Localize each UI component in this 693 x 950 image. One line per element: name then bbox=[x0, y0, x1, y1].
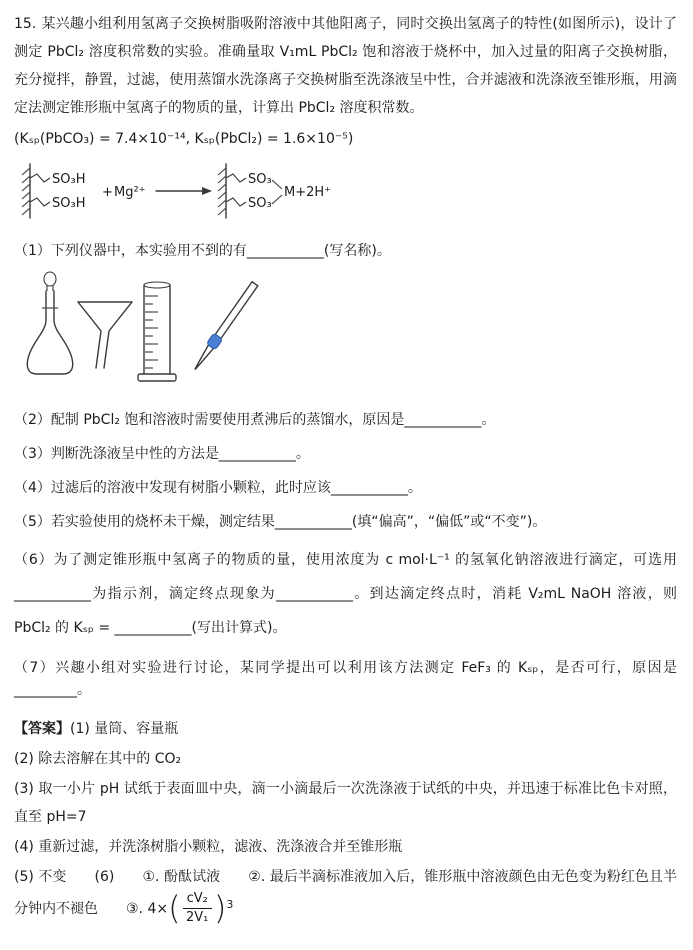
pipette-icon bbox=[191, 281, 260, 373]
plus-sign: + bbox=[102, 185, 113, 200]
answer-1: (1) 量筒、容量瓶 bbox=[70, 721, 179, 737]
formula-prefix: 4× bbox=[147, 900, 169, 917]
formula-denominator: 2V₁ bbox=[186, 910, 209, 926]
answer-2: (2) 除去溶解在其中的 CO₂ bbox=[14, 751, 182, 767]
funnel-icon bbox=[78, 302, 132, 368]
equipment-svg bbox=[14, 268, 294, 393]
subquestion-5: （5）若实验使用的烧杯未干燥，测定结果___________(填“偏高”，“偏低”或“不变”)。 bbox=[14, 514, 547, 530]
question-number: 15. bbox=[14, 16, 37, 32]
formula-numerator: cV₂ bbox=[183, 891, 212, 909]
ksp-note: (Kₛₚ(PbCO₃) = 7.4×10⁻¹⁴, Kₛₚ(PbCl₂) = 1.6×10⁻⁵) bbox=[14, 131, 354, 147]
answer-3: (3) 取一小片 pH 试纸于表面皿中央，滴一小滴最后一次洗涤液于试纸的中央，并迅速于标准比色卡对照，直至 pH=7 bbox=[14, 781, 677, 825]
product-label: M+2H⁺ bbox=[284, 185, 332, 200]
answer-section bbox=[14, 715, 677, 927]
question-intro-text: 某兴趣小组利用氢离子交换树脂吸附溶液中其他阳离子，同时交换出氢离子的特性(如图所示)，设计了测定 PbCl₂ 溶度积常数的实验。准确量取 V₁mL PbCl₂ 饱和溶液于烧杯中，加入过量的阳离子交换树脂，充分搅拌，静置，过滤，使用蒸馏水洗涤离子交换树脂至洗涤液呈中性，合并滤液和洗涤液至锥形瓶，用滴定法测定锥形瓶中氢离子的物质的量，计算出 PbCl₂ 溶度积常数。 bbox=[14, 16, 677, 116]
resin-reaction-svg bbox=[14, 158, 349, 224]
answer-5-6 bbox=[14, 863, 677, 927]
left-resin-backbone bbox=[22, 164, 50, 218]
formula-fraction bbox=[183, 891, 212, 927]
formula-open-paren: ( bbox=[168, 889, 181, 928]
right-group-bottom-label: SO₃ bbox=[248, 196, 272, 211]
volumetric-flask-icon bbox=[27, 272, 72, 374]
subquestion-1: （1）下列仪器中，本实验用不到的有___________(写名称)。 bbox=[14, 243, 391, 259]
answer-header: 【答案】 bbox=[14, 721, 70, 737]
subquestion-2: （2）配制 PbCl₂ 饱和溶液时需要使用煮沸后的蒸馏水，原因是___________。 bbox=[14, 412, 496, 428]
left-group-top-label: SO₃H bbox=[52, 172, 86, 187]
resin-reaction-diagram bbox=[14, 158, 677, 228]
left-group-bottom-label: SO₃H bbox=[52, 196, 86, 211]
subquestion-3: （3）判断洗涤液呈中性的方法是___________。 bbox=[14, 446, 310, 462]
equipment-figure bbox=[14, 268, 677, 397]
subquestion-4: （4）过滤后的溶液中发现有树脂小颗粒，此时应该___________。 bbox=[14, 480, 422, 496]
cation-label: Mg²⁺ bbox=[114, 185, 146, 200]
formula-close-paren: ) bbox=[213, 889, 227, 928]
right-group-top-label: SO₃ bbox=[248, 172, 272, 187]
reaction-arrow bbox=[156, 187, 212, 195]
answer-5-6-text: (5) 不变 (6) ①. 酚酞试液 ②. 最后半滴标准液加入后，锥形瓶中溶液颜色由无色变为粉红色且半分钟内不褪色 ③. bbox=[14, 869, 677, 917]
answer-4: (4) 重新过滤，并洗涤树脂小颗粒，滤液、洗涤液合并至锥形瓶 bbox=[14, 839, 403, 855]
ksp-formula bbox=[147, 891, 233, 927]
formula-exponent: 3 bbox=[226, 898, 234, 911]
question-intro bbox=[14, 10, 677, 122]
graduated-cylinder-icon bbox=[138, 282, 176, 381]
subquestion-6: （6）为了测定锥形瓶中氢离子的物质的量，使用浓度为 c mol·L⁻¹ 的氢氧化钠溶液进行滴定，可选用___________为指示剂，滴定终点现象为___________。到达滴定终点时，消耗 V₂mL NaOH 溶液，则 PbCl₂ 的 Kₛₚ = ___________(写出计算式)。 bbox=[14, 552, 677, 636]
subquestion-7: （7）兴趣小组对实验进行讨论，某同学提出可以利用该方法测定 FeF₃ 的 Kₛₚ，是否可行，原因是_________。 bbox=[14, 660, 677, 698]
answer-line-1 bbox=[14, 715, 677, 743]
